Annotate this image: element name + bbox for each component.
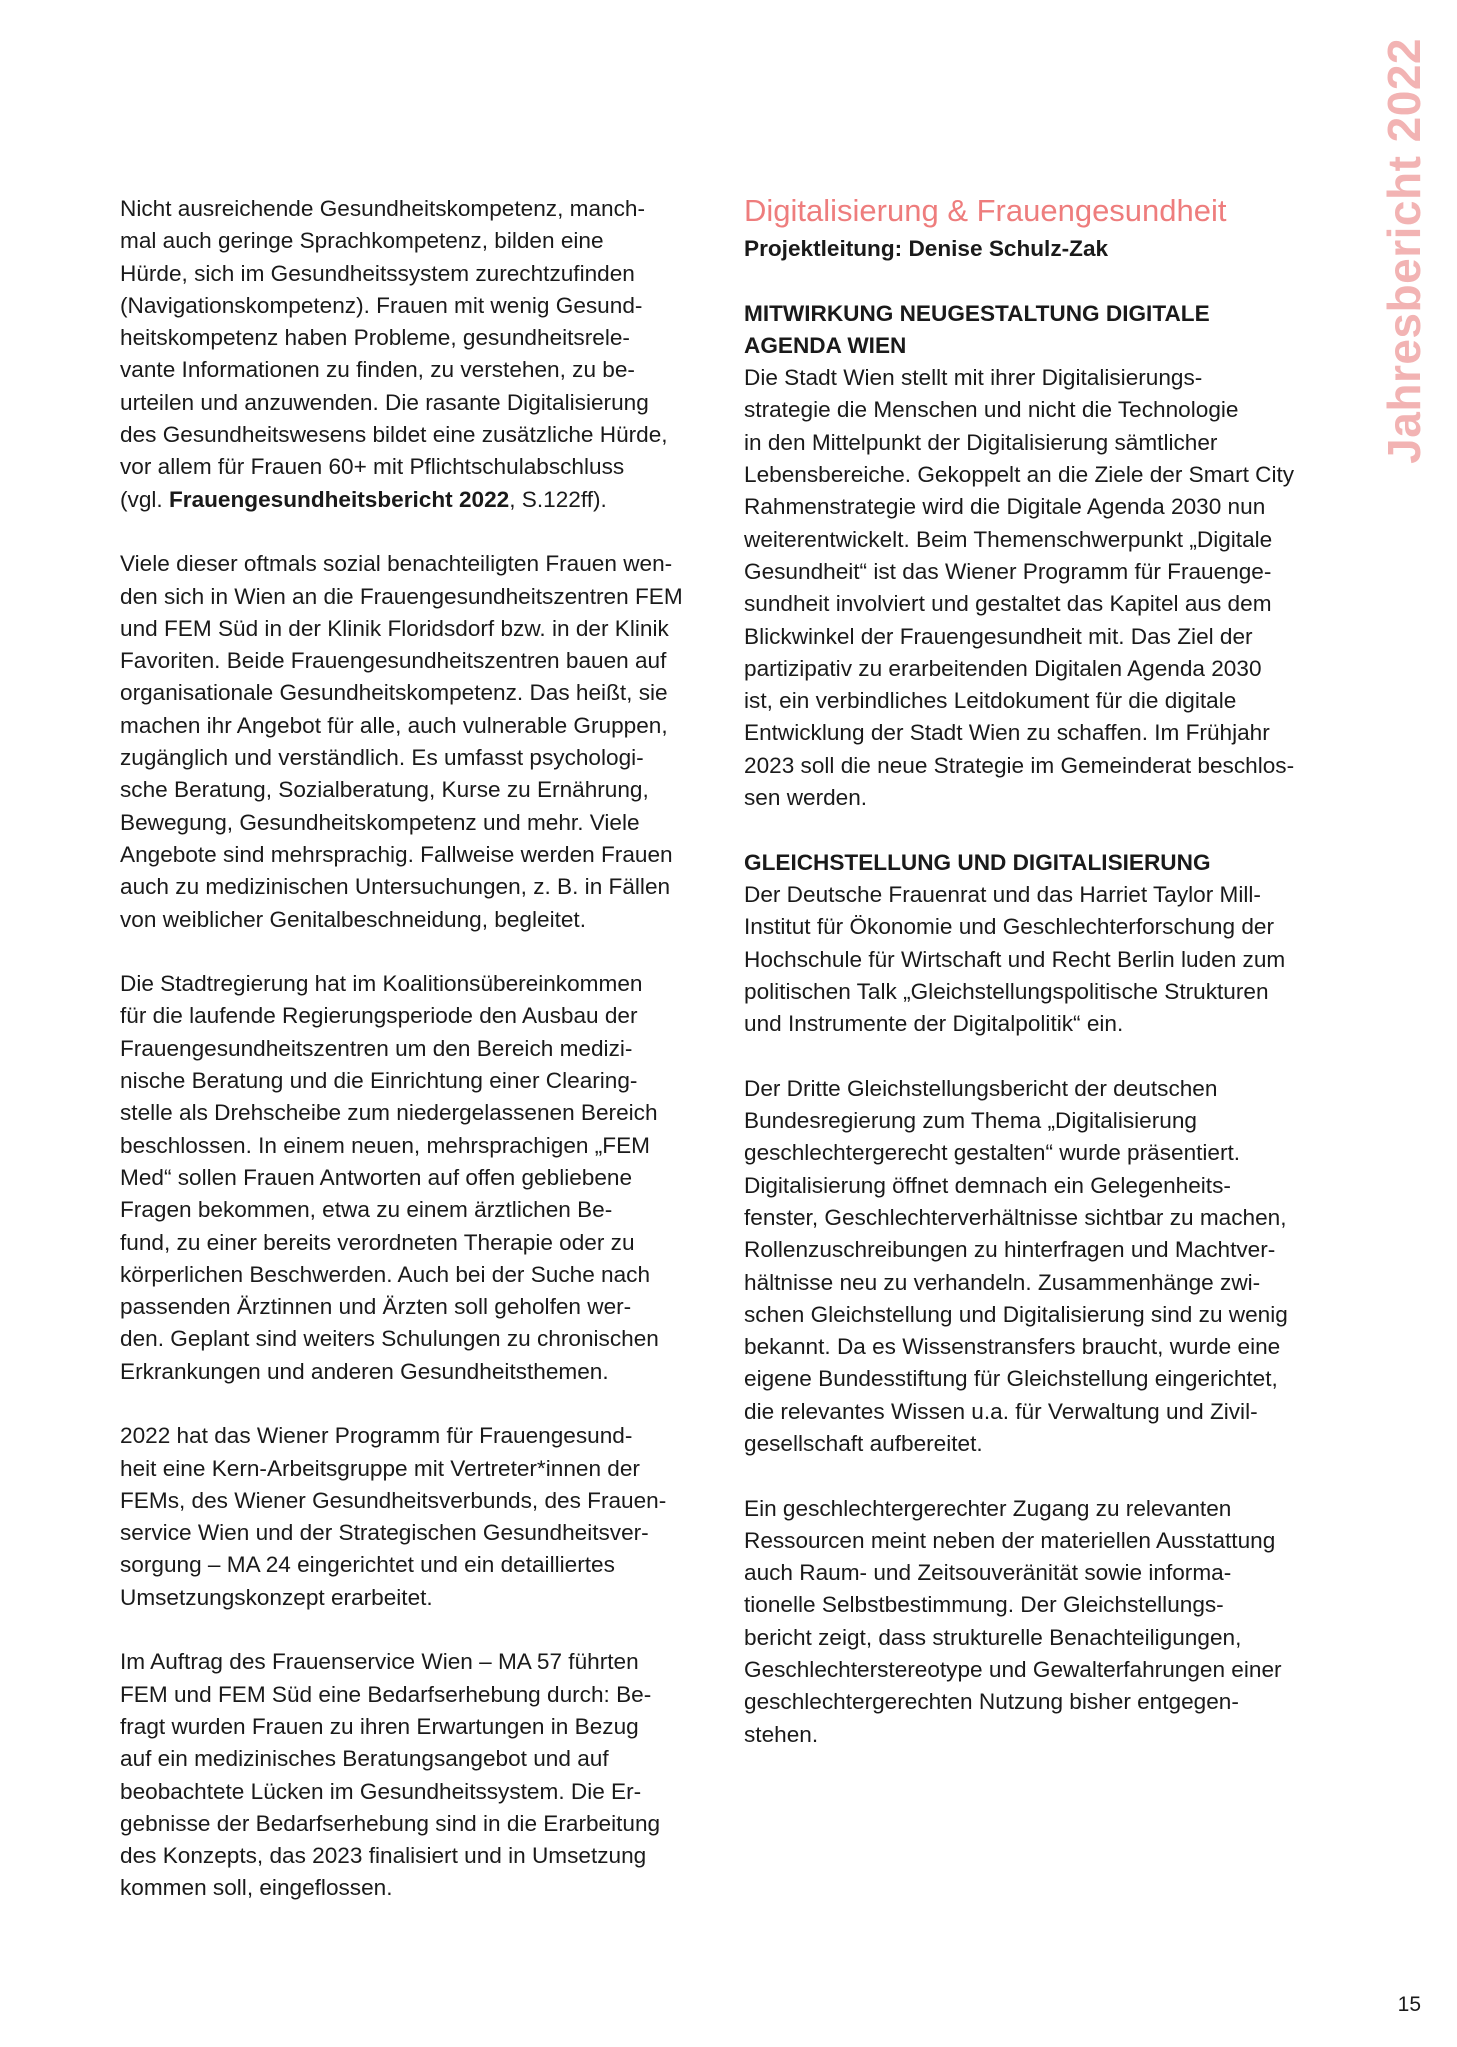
subsection-digital-agenda (744, 298, 1324, 815)
paragraph-fem-centers: Viele dieser oftmals sozial benachteiligten Frauen wen- den sich in Wien an die Frauengesundheitszentren FEM und FEM Süd in der Klinik Floridsdorf bzw. in der Klinik Favoriten. Beide Frauengesundheitszentren bauen auf organisationale Gesundheitskompetenz. Das heißt, sie machen ihr Angebot für alle, auch vulnerable Gruppen, zugänglich und verständlich. Es umfasst psychologi- sche Beratung, Sozialberatung, Kurse zu Ernährung, Bewegung, Gesundheitskompetenz und mehr. Viele Angebote sind mehrsprachig. Fallweise werden Frauen auch zu medizinischen Untersuchungen, z. B. in Fällen von weiblicher Genitalbeschneidung, begleitet. (120, 551, 683, 932)
subsection-equality (744, 847, 1324, 1041)
paragraph-equality-report: Der Dritte Gleichstellungsbericht der deutschen Bundesregierung zum Thema „Digitalisierung geschlechtergerecht gestalten“ wurde präsentiert. Digitalisierung öffnet demnach ein Gelegenheits- fenster, Geschlechterverhältnisse sichtbar zu machen, Rollenzuschreibungen zu hinterfragen und Machtver- hältnisse neu zu verhandeln. Zusammenhänge zwi- schen Gleichstellung und Digitalisierung sind zu wenig bekannt. Da es Wissenstransfers braucht, wurde eine eigene Bundesstiftung für Gleichstellung eingerichtet, die relevantes Wissen u.a. für Verwaltung und Zivil- gesellschaft aufbereitet. (744, 1075, 1288, 1456)
paragraph-fem-med: Die Stadtregierung hat im Koalitionsübereinkommen für die laufende Regierungsperiode den Ausbau der Frauengesundheitszentren um den Bereich medizi- nische Beratung und die Einrichtung einer Clearing- stelle als Drehscheibe zum niedergelassenen Bereich beschlossen. In einem neuen, mehrsprachigen „FEM Med“ sollen Frauen Antworten auf offen gebliebene Fragen bekommen, etwa zu einem ärztlichen Be- fund, zu einer bereits verordneten Therapie oder zu körperlichen Beschwerden. Auch bei der Suche nach passenden Ärztinnen und Ärzten soll geholfen wer- den. Geplant sind weiters Schulungen zu chronischen Erkrankungen und anderen Gesundheitsthemen. (120, 971, 659, 1384)
subsection-heading: MITWIRKUNG NEUGESTALTUNG DIGITALE AGENDA WIEN (744, 300, 1210, 358)
paragraph-talk: Der Deutsche Frauenrat und das Harriet Taylor Mill- Institut für Ökonomie und Geschlechterforschung der Hochschule für Wirtschaft und Recht Berlin luden zum politischen Talk „Gleichstellungspolitische Strukturen und Instrumente der Digitalpolitik“ ein. (744, 881, 1286, 1037)
report-link[interactable]: Frauengesundheitsbericht 2022 (168, 486, 510, 512)
paragraph-text: Nicht ausreichende Gesundheitskompetenz, manch- mal auch geringe Sprachkompetenz, bilden eine Hürde, sich im Gesundheitssystem zurechtzufinden (Navigationskompetenz). Frauen mit wenig Gesund- heitskompetenz haben Probleme, gesundheitsrele- vante Informationen zu finden, zu verstehen, zu be- urteilen und anzuwenden. Die rasante Digitalisierung des Gesundheitswesens bildet eine zusätzliche Hürde, vor allem für Frauen 60+ mit Pflichtschulabschluss (vgl. (120, 196, 668, 512)
page-number: 15 (1397, 1993, 1421, 2016)
paragraph-text: , S.122ff). (509, 486, 607, 512)
section-title: Digitalisierung & Frauengesundheit (744, 193, 1227, 228)
paragraph-digital-agenda: Die Stadt Wien stellt mit ihrer Digitalisierungs- strategie die Menschen und nicht die Technologie in den Mittelpunkt der Digitalisierung sämtlicher Lebensbereiche. Gekoppelt an die Ziele der Smart City Rahmenstrategie wird die Digitale Agenda 2030 nun weiterentwickelt. Beim Themenschwerpunkt „Digitale Gesundheit“ ist das Wiener Programm für Frauenge- sundheit involviert und gestaltet das Kapitel aus dem Blickwinkel der Frauengesundheit mit. Das Ziel der partizipativ zu erarbeitenden Digitalen Agenda 2030 ist, ein verbindliches Leitdokument für die digitale Entwicklung der Stadt Wien zu schaffen. Im Frühjahr 2023 soll die neue Strategie im Gemeinderat beschlos- sen werden. (744, 365, 1295, 811)
report-side-title: Jahresbericht 2022 (1378, 38, 1430, 464)
project-lead: Projektleitung: Denise Schulz-Zak (744, 236, 1109, 261)
paragraph-access: Ein geschlechtergerechter Zugang zu relevanten Ressourcen meint neben der materiellen Ausstattung auch Raum- und Zeitsouveränität sowie informa- tionelle Selbstbestimmung. Der Gleichstellungs- bericht zeigt, dass strukturelle Benachteiligungen, Geschlechterstereotype und Gewalterfahrungen einer geschlechtergerechten Nutzung bisher entgegen- stehen. (744, 1495, 1282, 1747)
subsection-heading: GLEICHSTELLUNG UND DIGITALISIERUNG (744, 849, 1211, 875)
left-column (120, 193, 700, 1937)
paragraph-needs-survey: Im Auftrag des Frauenservice Wien – MA 57 führten FEM und FEM Süd eine Bedarfserhebung durch: Be- fragt wurden Frauen zu ihren Erwartungen in Bezug auf ein medizinisches Beratungsangebot und auf beobachtete Lücken im Gesundheitssystem. Die Er- gebnisse der Bedarfserhebung sind in die Erarbeitung des Konzepts, das 2023 finalisiert und in Umsetzung kommen soll, eingeflossen. (120, 1649, 661, 1901)
paragraph-health-literacy (120, 193, 700, 516)
right-column (744, 193, 1324, 1783)
paragraph-working-group: 2022 hat das Wiener Programm für Frauengesund- heit eine Kern-Arbeitsgruppe mit Vertreter*innen der FEMs, des Wiener Gesundheitsverbunds, des Frauen- service Wien und der Strategischen Gesundheitsver- sorgung – MA 24 eingerichtet und ein detailliertes Umsetzungskonzept erarbeitet. (120, 1423, 667, 1610)
